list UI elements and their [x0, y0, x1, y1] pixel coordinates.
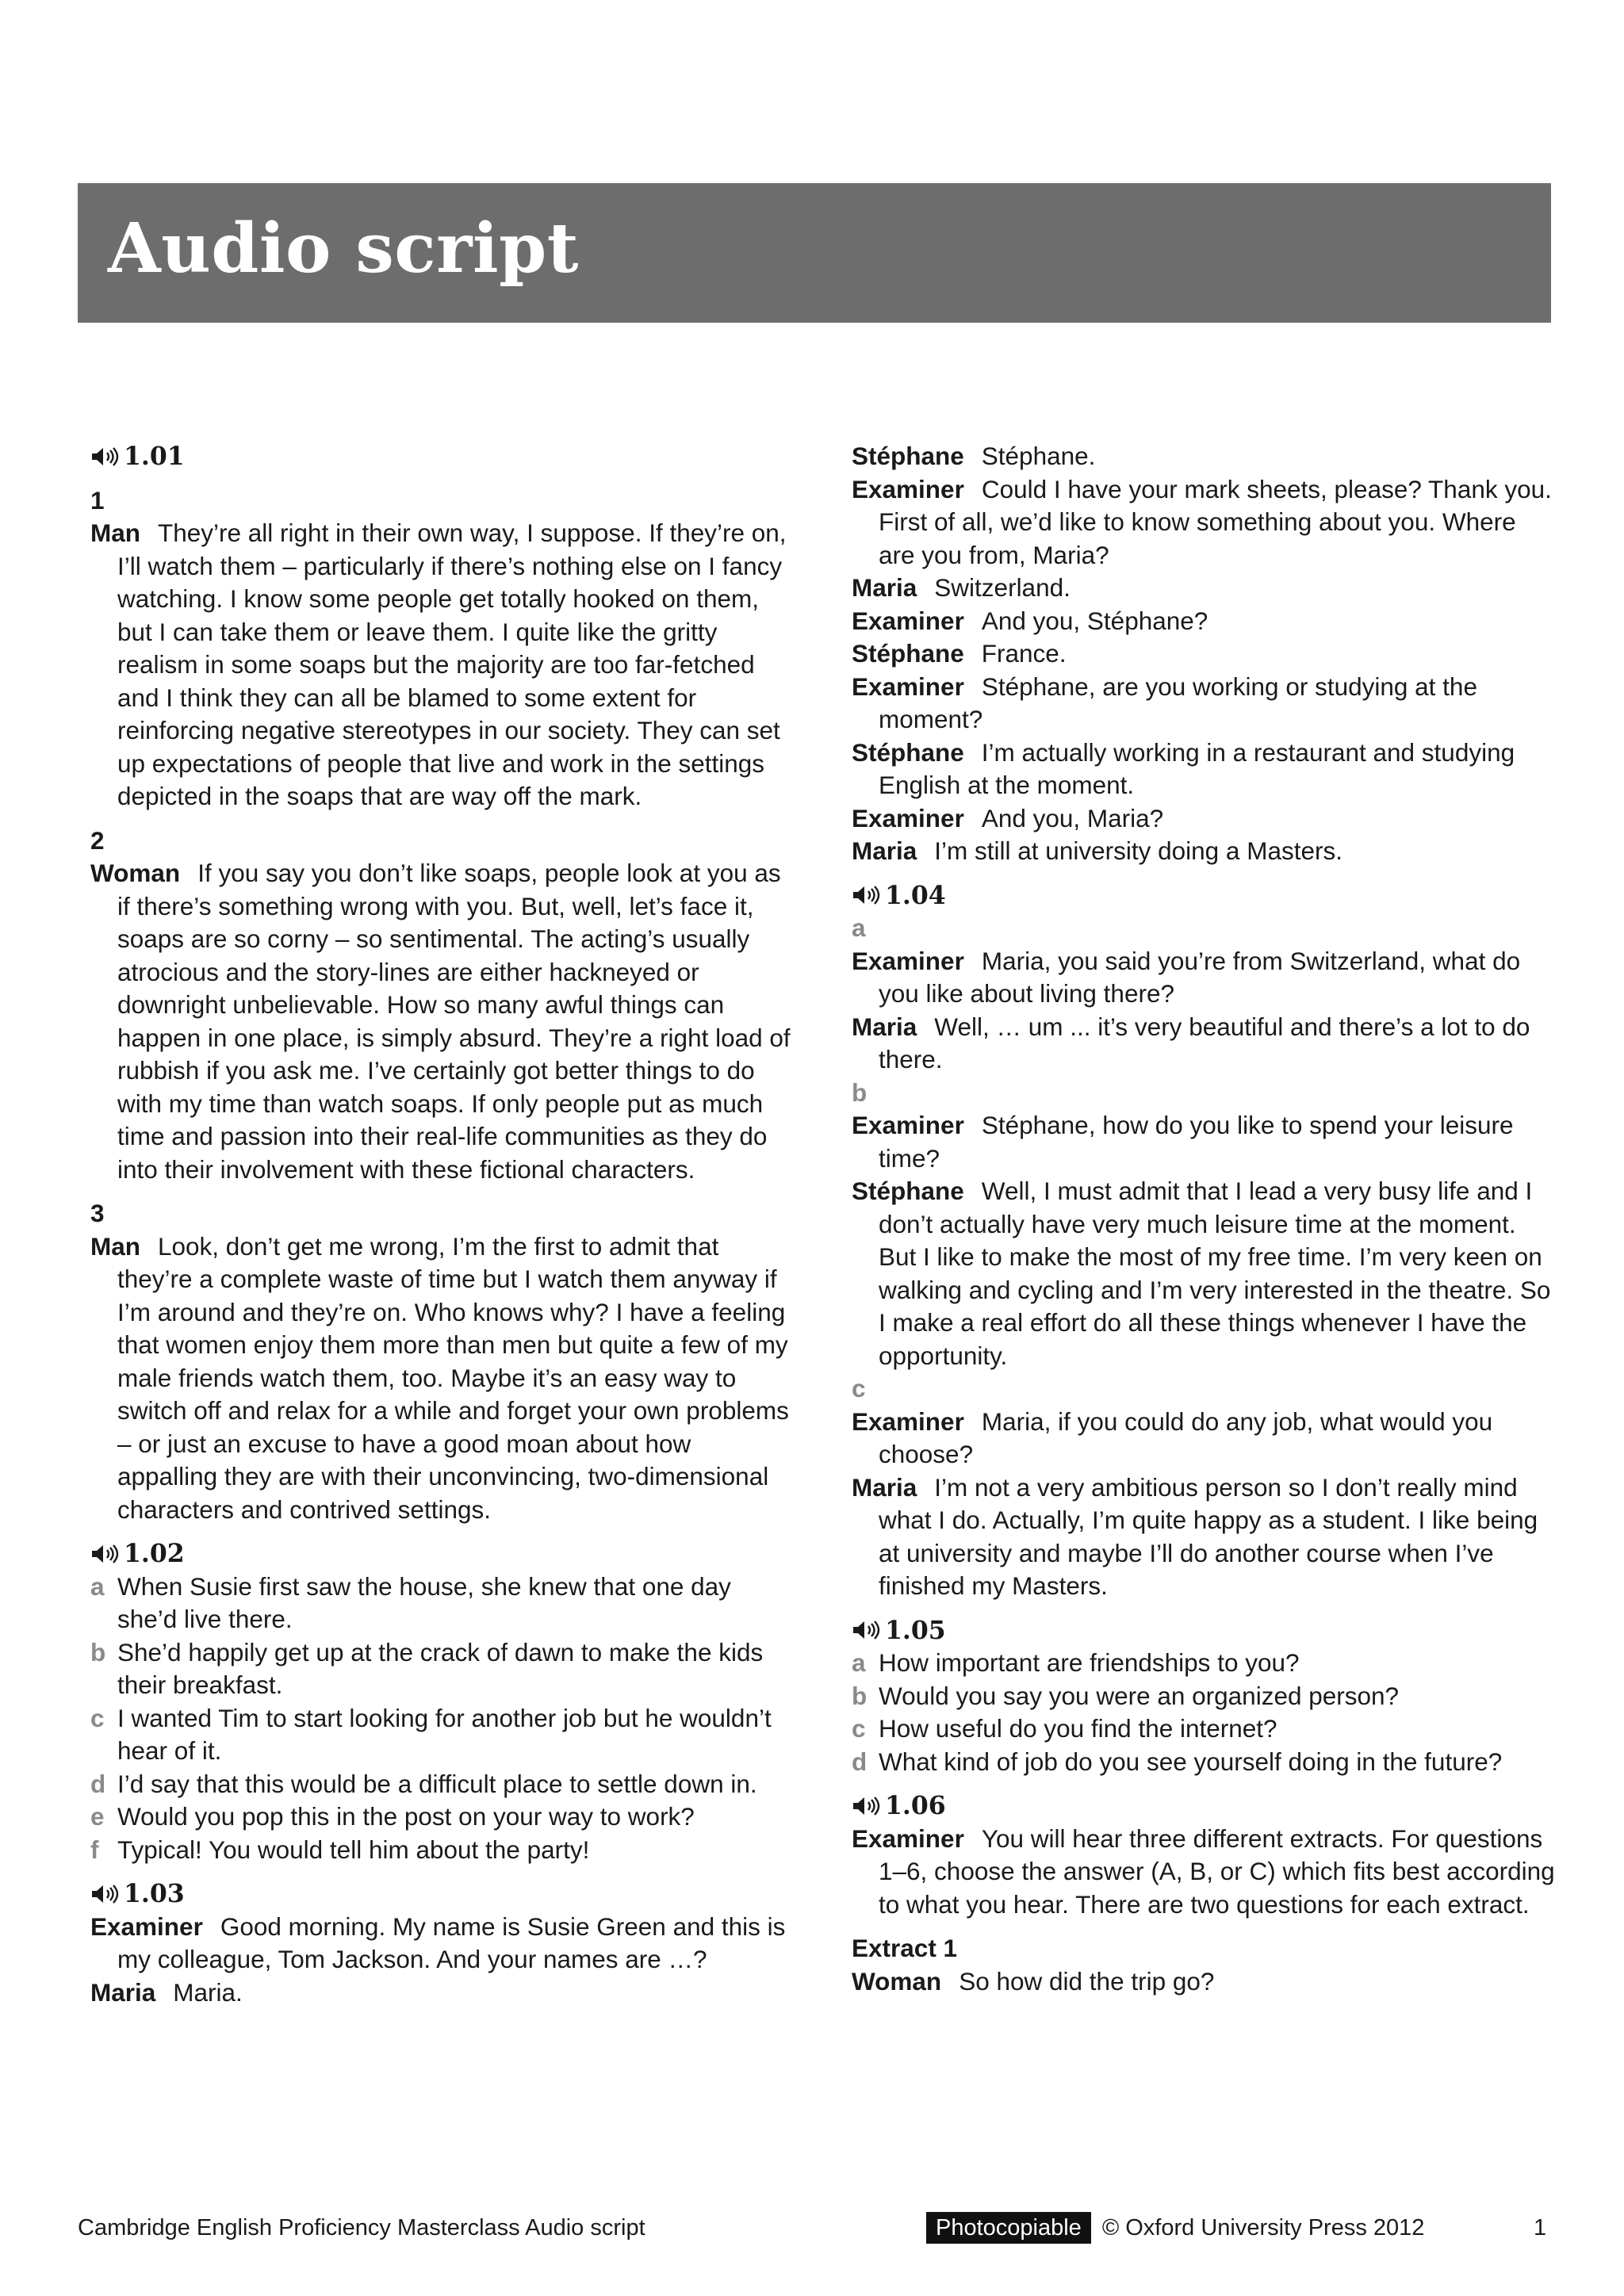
dialogue-line — [852, 1823, 1557, 1922]
dialogue-text: Maria, if you could do any job, what would you choose? — [879, 1406, 1493, 1468]
dialogue-text: You will hear three different extracts. For questions 1–6, choose the answer (A, B, or C) which fits best according to what you hear. There are two questions for each extract. — [879, 1823, 1555, 1919]
dialogue-text: I’m actually working in a restaurant and studying English at the moment. — [879, 737, 1515, 799]
dialogue-text: They’re all right in their own way, I suppose. If they’re on, I’ll watch them – particularly if there’s nothing else on I fancy watching. I know some people get totally hooked on them, but I can take them or leave them. I quite like the gritty realism in some soaps but the majority are too far-fetched and I think they can all be blamed to some extent for reinforcing negative stereotypes in our society. They can set up expectations of people that live and work in the settings depicted in the soaps that are way off the mark. — [117, 519, 787, 810]
speaker-name: Man — [90, 519, 140, 547]
dialogue-line — [852, 1175, 1557, 1372]
speaker-name: Woman — [852, 1966, 942, 1996]
dialogue-line — [852, 572, 1557, 605]
dialogue-line — [852, 835, 1557, 868]
dialogue-text: Stéphane, how do you like to spend your leisure time? — [879, 1111, 1514, 1173]
left-column — [90, 440, 796, 2009]
dialogue-text: I’m still at university doing a Masters. — [934, 836, 1342, 865]
speaker-name: Maria — [852, 1472, 917, 1502]
footer-rights — [926, 2212, 1424, 2244]
speaker-icon — [852, 1620, 882, 1640]
speaker-icon — [90, 1884, 121, 1904]
speaker-name: Examiner — [852, 1823, 964, 1853]
page-number: 1 — [1534, 2215, 1547, 2241]
item-number: 1 — [90, 485, 105, 515]
item-number: 3 — [90, 1199, 105, 1227]
dialogue-line — [90, 857, 796, 1186]
list-item — [90, 1571, 796, 1636]
list-item — [90, 1702, 796, 1768]
track-number: 1.02 — [124, 1539, 185, 1568]
dialogue-text: France. — [981, 639, 1067, 668]
track-heading-1-03 — [90, 1877, 796, 1911]
list-item — [90, 1834, 796, 1867]
dialogue-text: I’m not a very ambitious person so I don’t really mind what I do. Actually, I’m quite happy as a student. I like being at university and maybe I’ll do another course when I’ve finished my Masters. — [879, 1472, 1538, 1600]
photocopiable-badge: Photocopiable — [926, 2212, 1091, 2244]
speaker-name: Examiner — [852, 606, 964, 635]
section-letter: b — [852, 1077, 868, 1107]
dialogue-line — [852, 637, 1557, 671]
speaker-name: Maria — [90, 1977, 156, 2007]
extract-heading: Extract 1 — [852, 1934, 958, 1962]
speaker-icon — [852, 1796, 882, 1816]
speaker-name: Man — [90, 1231, 140, 1261]
dialogue-line — [852, 671, 1557, 737]
item-text: When Susie first saw the house, she knew that one day she’d live there. — [117, 1571, 731, 1633]
title-banner — [78, 183, 1551, 323]
track-heading-1-02 — [90, 1537, 796, 1571]
dialogue-line — [852, 802, 1557, 836]
list-item — [852, 1680, 1557, 1713]
item-letter: e — [90, 1802, 105, 1831]
item-text: I’d say that this would be a difficult place to settle down in. — [117, 1769, 757, 1798]
item-text: I wanted Tim to start looking for another job but he wouldn’t hear of it. — [117, 1703, 772, 1765]
item-letter: b — [90, 1637, 106, 1667]
speaker-name: Examiner — [852, 1406, 964, 1436]
track-heading-1-04 — [852, 879, 1557, 913]
item-letter: c — [852, 1714, 866, 1743]
dialogue-text: Look, don’t get me wrong, I’m the first to admit that they’re a complete waste of time but I watch them anyway if I’m around and they’re on. Who knows why? I have a feeling that women enjoy them more than men but quite a few of my male friends watch them, too. Maybe it’s an easy way to switch off and relax for a while and forget your own problems – or just an excuse to have a good moan about how appalling they are with their unconvincing, two-dimensional characters and contrived settings. — [117, 1231, 789, 1524]
track-number: 1.01 — [124, 442, 185, 471]
track-heading-1-06 — [852, 1789, 1557, 1823]
item-letter: d — [90, 1769, 106, 1798]
dialogue-text: Good morning. My name is Susie Green and this is my colleague, Tom Jackson. And your names are …? — [117, 1911, 786, 1973]
dialogue-text: Switzerland. — [934, 573, 1071, 602]
dialogue-line — [852, 605, 1557, 638]
track-number: 1.03 — [124, 1879, 185, 1908]
list-item — [90, 1768, 796, 1801]
copyright-text: © Oxford University Press 2012 — [1101, 2215, 1425, 2241]
dialogue-line — [852, 1471, 1557, 1603]
speaker-name: Maria — [852, 573, 917, 602]
dialogue-text: And you, Maria? — [981, 803, 1164, 832]
list-item — [90, 1636, 796, 1702]
list-item — [852, 1746, 1557, 1779]
speaker-name: Examiner — [852, 946, 964, 975]
track-number: 1.06 — [885, 1791, 946, 1820]
dialogue-line — [90, 1976, 796, 2010]
dialogue-line — [852, 1406, 1557, 1471]
dialogue-text: Well, … um ... it’s very beautiful and there’s a lot to do there. — [879, 1012, 1530, 1073]
speaker-name: Examiner — [852, 1111, 964, 1139]
item-text: She’d happily get up at the crack of dawn to make the kids their breakfast. — [117, 1637, 764, 1699]
dialogue-line — [852, 1965, 1557, 1999]
dialogue-text: Stéphane, are you working or studying at the moment? — [879, 672, 1477, 733]
dialogue-text: Maria. — [173, 1977, 243, 2007]
list-item — [90, 1800, 796, 1834]
track-number: 1.05 — [885, 1615, 946, 1645]
speaker-icon — [90, 1544, 121, 1564]
item-letter: d — [852, 1747, 868, 1776]
item-letter: f — [90, 1835, 99, 1864]
footer-source: Cambridge English Proficiency Masterclass Audio script — [78, 2215, 645, 2241]
item-letter: b — [852, 1681, 868, 1710]
item-letter: a — [852, 1648, 866, 1677]
speaker-name: Maria — [852, 836, 917, 865]
item-number: 2 — [90, 825, 105, 855]
speaker-name: Examiner — [852, 803, 964, 832]
dialogue-line — [852, 473, 1557, 572]
dialogue-text: Maria, you said you’re from Switzerland, what do you like about living there? — [879, 946, 1521, 1008]
dialogue-text: So how did the trip go? — [959, 1966, 1215, 1996]
section-letter: c — [852, 1374, 866, 1402]
dialogue-line — [852, 440, 1557, 473]
dialogue-line — [90, 517, 796, 813]
item-text: What kind of job do you see yourself doing in the future? — [879, 1747, 1503, 1776]
item-text: How important are friendships to you? — [879, 1648, 1300, 1677]
dialogue-line — [852, 1109, 1557, 1175]
item-letter: c — [90, 1703, 105, 1732]
item-text: Would you say you were an organized person? — [879, 1681, 1400, 1710]
track-number: 1.04 — [885, 880, 946, 910]
track-heading-1-05 — [852, 1614, 1557, 1647]
speaker-name: Woman — [90, 859, 181, 887]
list-item — [852, 1712, 1557, 1746]
speaker-name: Examiner — [852, 672, 964, 701]
speaker-icon — [90, 446, 121, 467]
dialogue-line — [852, 1011, 1557, 1077]
speaker-name: Stéphane — [852, 639, 964, 668]
speaker-name: Stéphane — [852, 1177, 964, 1205]
item-text: Typical! You would tell him about the party! — [117, 1835, 590, 1864]
right-column — [852, 440, 1557, 1998]
page-title: Audio script — [108, 209, 579, 289]
section-letter: a — [852, 913, 866, 942]
dialogue-text: Could I have your mark sheets, please? Thank you. First of all, we’d like to know something about you. Where are you from, Maria? — [879, 474, 1552, 569]
speaker-name: Stéphane — [852, 737, 964, 767]
dialogue-text: And you, Stéphane? — [981, 606, 1208, 635]
dialogue-line — [852, 945, 1557, 1011]
dialogue-text: If you say you don’t like soaps, people look at you as if there’s something wrong with you. But, well, let’s face it, soaps are so corny – so sentimental. The acting’s usually atrocious and the story-lines are either hackneyed or downright unbelievable. How so many awful things can happen in one place, is simply absurd. They’re a right load of rubbish if you ask me. I’ve certainly got better things to do with my time than watch soaps. If only people put as much time and passion into their real-life communities as they do into their involvement with these fictional characters. — [117, 859, 791, 1184]
list-item — [852, 1647, 1557, 1680]
speaker-name: Examiner — [852, 474, 964, 503]
dialogue-text: Stéphane. — [981, 442, 1096, 470]
speaker-name: Examiner — [90, 1911, 203, 1941]
item-letter: a — [90, 1571, 105, 1601]
item-text: How useful do you find the internet? — [879, 1714, 1277, 1743]
speaker-icon — [852, 885, 882, 905]
item-text: Would you pop this in the post on your way to work? — [117, 1802, 695, 1831]
dialogue-text: Well, I must admit that I lead a very busy life and I don’t actually have very much leisure time at the moment. But I like to make the most of my free time. I’m very keen on walking and cycling and I’m very interested in the theatre. So I make a real effort do all these things whenever I have the opportunity. — [879, 1177, 1551, 1370]
dialogue-line — [90, 1230, 796, 1527]
dialogue-line — [852, 737, 1557, 802]
dialogue-line — [90, 1911, 796, 1976]
speaker-name: Stéphane — [852, 442, 964, 470]
speaker-name: Maria — [852, 1012, 917, 1041]
track-heading-1-01 — [90, 440, 796, 473]
